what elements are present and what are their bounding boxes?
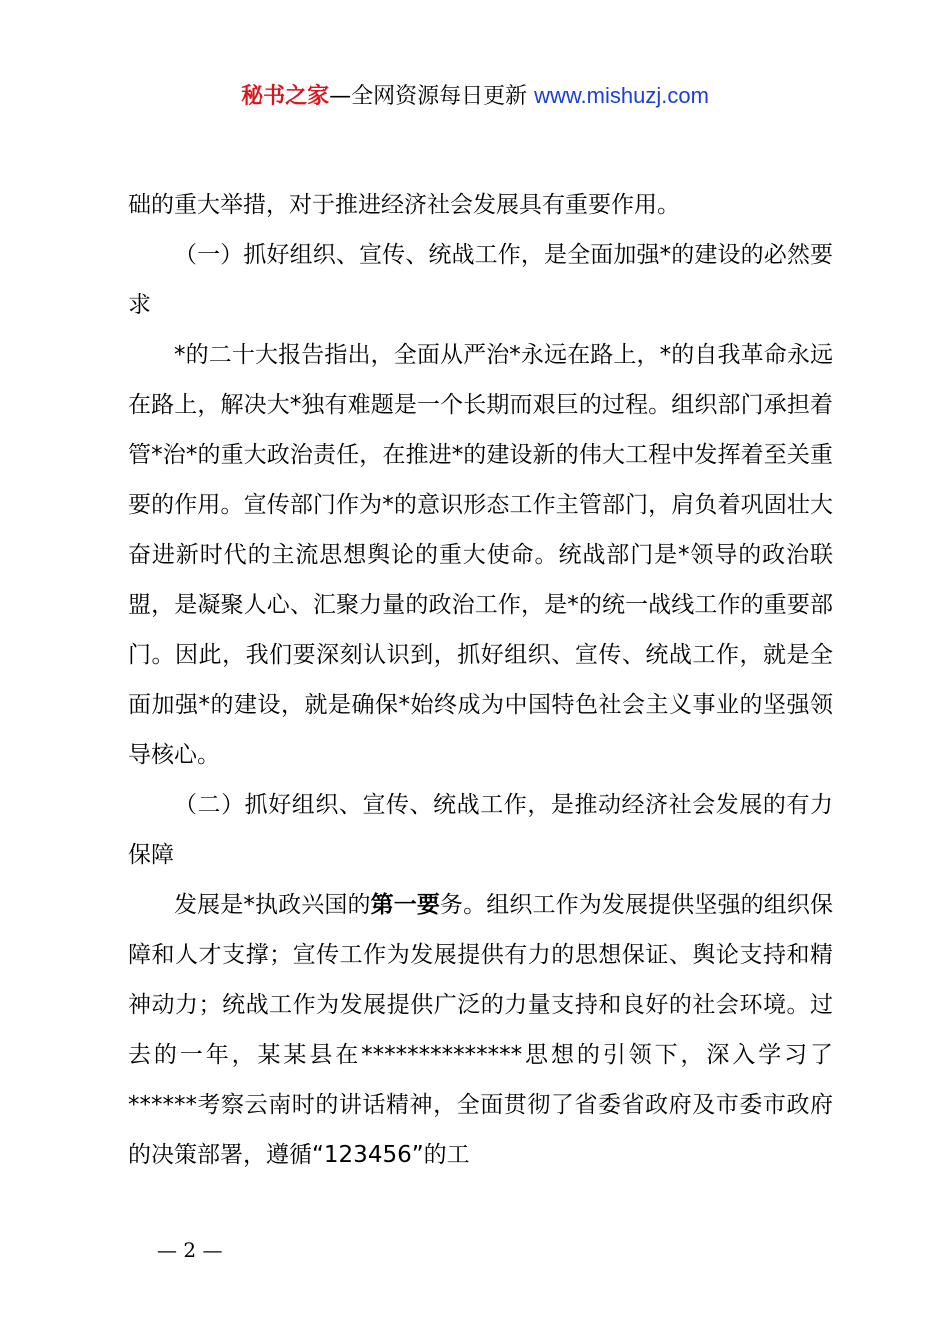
bold-phrase: 第一要 xyxy=(370,892,440,918)
section-heading-1: （一）抓好组织、宣传、统战工作，是全面加强*的建设的必然要求 xyxy=(128,242,833,318)
paragraph-continuation: 础的重大举措，对于推进经济社会发展具有重要作用。 xyxy=(128,192,680,218)
banner-tagline: —全网资源每日更新 xyxy=(329,84,535,109)
paragraph-section-1: *的二十大报告指出，全面从严治*永远在路上，*的自我革命永远在路上，解决大*独有难题是一个长期而艰巨的过程。组织部门承担着管*治*的重大政治责任，在推进*的建设新的伟大工程中发挥着至关重要的作用。宣传部门作为*的意识形态工作主管部门，肩负着巩固壮大奋进新时代的主流思想舆论的重大使命。统战部门是*领导的政治联盟，是凝聚人心、汇聚力量的政治工作，是*的统一战线工作的重要部门。因此，我们要深刻认识到，抓好组织、宣传、统战工作，就是全面加强*的建设，就是确保*始终成为中国特色社会主义事业的坚强领导核心。 xyxy=(128,342,833,768)
page-number: — 2 — xyxy=(157,1238,223,1262)
site-banner xyxy=(0,80,950,113)
paragraph-section-2 xyxy=(128,880,833,1180)
paragraph-text: 发展是*执政兴国的 xyxy=(174,892,371,918)
brand-name: 秘书之家 xyxy=(241,84,330,109)
site-url-link[interactable]: www.mishuzj.com xyxy=(534,83,709,108)
section-heading-2: （二）抓好组织、宣传、统战工作，是推动经济社会发展的有力保障 xyxy=(128,792,833,868)
document-body xyxy=(128,180,833,1180)
paragraph-text: 务。组织工作为发展提供坚强的组织保障和人才支撑；宣传工作为发展提供有力的思想保证、舆论支持和精神动力；统战工作为发展提供广泛的力量支持和良好的社会环境。过去的一年，某某县在**************思想的引领下，深入学习了******考察云南时的讲话精神，全面贯彻了省委省政府及市委市政府的决策部署，遵循“123456”的工 xyxy=(128,892,833,1168)
